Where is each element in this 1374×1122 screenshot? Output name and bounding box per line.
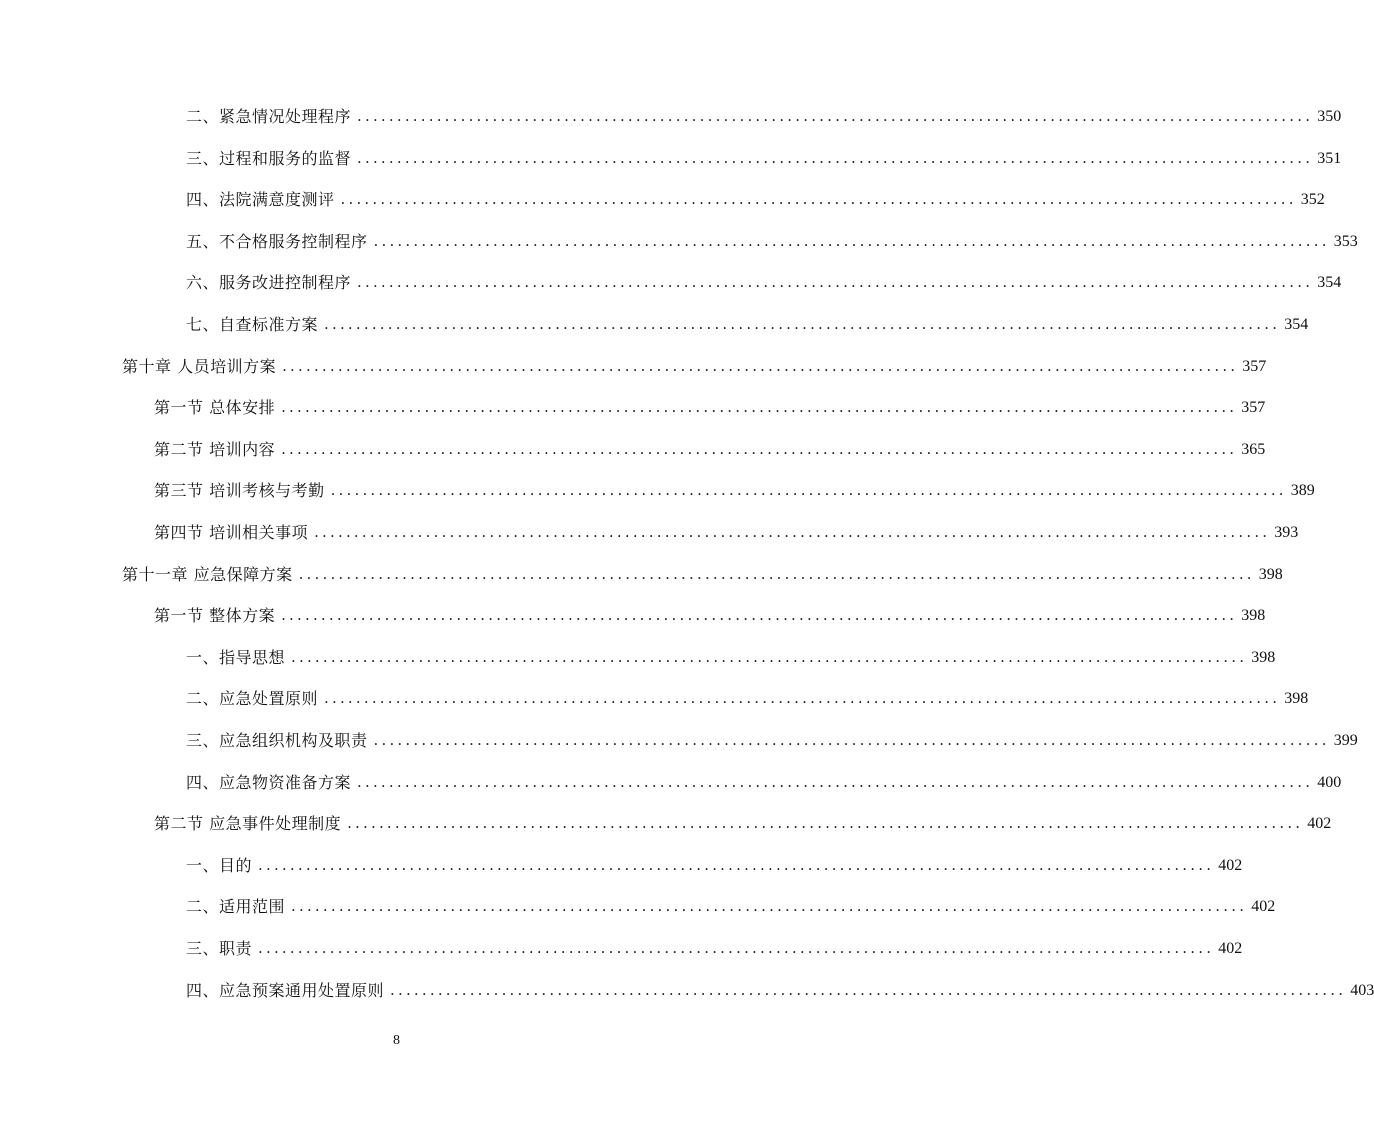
toc-entry-page: 393 [1274,524,1299,541]
dot-leader: ........................................................................................................................ [330,481,1287,499]
toc-entry-title: 二、适用范围 [186,897,286,916]
toc-entry-section[interactable] [154,387,1266,428]
dot-leader: ........................................................................................................................ [281,398,1238,416]
toc-entry-page: 353 [1333,233,1358,250]
toc-entry-page: 398 [1284,690,1309,707]
dot-leader: ........................................................................................................................ [324,315,1281,333]
toc-entry-item[interactable] [186,886,1276,927]
toc-entry-item[interactable] [186,637,1276,678]
toc-entry-title: 六、服务改进控制程序 [186,273,352,292]
toc-entry-item[interactable] [186,179,1325,220]
toc-entry-page: 402 [1307,815,1332,832]
dot-leader: ........................................................................................................................ [357,273,1314,291]
dot-leader: ........................................................................................................................ [390,981,1347,999]
toc-entry-title: 二、应急处置原则 [186,689,319,708]
toc-entry-item[interactable] [186,304,1309,345]
dot-leader: ........................................................................................................................ [281,440,1238,458]
toc-entry-page: 352 [1300,191,1325,208]
dot-leader: ........................................................................................................................ [281,606,1238,624]
dot-leader: ........................................................................................................................ [357,149,1314,167]
toc-entry-title: 五、不合格服务控制程序 [186,232,368,251]
toc-entry-title: 一、指导思想 [186,648,286,667]
toc-entry-title: 第十章 人员培训方案 [122,357,277,376]
toc-entry-item[interactable] [186,762,1342,803]
dot-leader: ........................................................................................................................ [357,773,1314,791]
toc-entry-page: 351 [1317,150,1342,167]
toc-entry-title: 第十一章 应急保障方案 [122,565,293,584]
page-number: 8 [393,1033,400,1048]
dot-leader: ........................................................................................................................ [258,939,1215,957]
toc-entry-page: 389 [1290,482,1315,499]
dot-leader: ........................................................................................................................ [347,814,1304,832]
dot-leader: ........................................................................................................................ [373,731,1330,749]
dot-leader: ........................................................................................................................ [340,190,1297,208]
toc-entry-title: 第二节 培训内容 [154,440,276,459]
toc-entry-title: 二、紧急情况处理程序 [186,107,352,126]
toc-entry-page: 398 [1258,566,1283,583]
toc-entry-title: 三、职责 [186,939,253,958]
toc-entry-item[interactable] [186,845,1243,886]
toc-entry-page: 357 [1242,358,1267,375]
toc-entry-page: 399 [1333,732,1358,749]
toc-entry-title: 第一节 整体方案 [154,606,276,625]
toc-entry-page: 402 [1218,940,1243,957]
dot-leader: ........................................................................................................................ [314,523,1271,541]
toc-entry-section[interactable] [154,512,1299,553]
toc-entry-section[interactable] [154,595,1266,636]
dot-leader: ........................................................................................................................ [258,856,1215,874]
toc-entry-section[interactable] [154,429,1266,470]
dot-leader: ........................................................................................................................ [324,689,1281,707]
toc-entry-title: 第二节 应急事件处理制度 [154,814,342,833]
toc-entry-section[interactable] [154,470,1315,511]
toc-entry-title: 第四节 培训相关事项 [154,523,309,542]
toc-entry-title: 三、应急组织机构及职责 [186,731,368,750]
toc-entry-chapter[interactable] [122,346,1267,387]
dot-leader: ........................................................................................................................ [282,357,1239,375]
toc-entry-item[interactable] [186,262,1342,303]
toc-entry-page: 402 [1218,857,1243,874]
toc-entry-page: 403 [1350,982,1374,999]
toc-entry-title: 四、法院满意度测评 [186,190,335,209]
toc-entry-chapter[interactable] [122,554,1283,595]
toc-entry-title: 七、自查标准方案 [186,315,319,334]
toc-entry-page: 402 [1251,898,1276,915]
toc-entry-item[interactable] [186,928,1243,969]
toc-entry-page: 400 [1317,774,1342,791]
toc-entry-item[interactable] [186,970,1374,1011]
toc-entry-item[interactable] [186,138,1342,179]
dot-leader: ........................................................................................................................ [298,565,1255,583]
toc-entry-title: 四、应急预案通用处置原则 [186,981,385,1000]
toc-entry-section[interactable] [154,803,1332,844]
toc-entry-page: 398 [1241,607,1266,624]
toc-entry-page: 398 [1251,649,1276,666]
dot-leader: ........................................................................................................................ [357,107,1314,125]
toc-entry-item[interactable] [186,96,1342,137]
toc-entry-title: 第三节 培训考核与考勤 [154,481,325,500]
dot-leader: ........................................................................................................................ [373,232,1330,250]
toc-entry-item[interactable] [186,221,1358,262]
dot-leader: ........................................................................................................................ [291,897,1248,915]
toc-entry-page: 350 [1317,108,1342,125]
toc-entry-item[interactable] [186,678,1309,719]
toc-entry-page: 354 [1284,316,1309,333]
toc-entry-title: 三、过程和服务的监督 [186,149,352,168]
toc-entry-title: 一、目的 [186,856,253,875]
toc-entry-page: 354 [1317,274,1342,291]
toc-entry-item[interactable] [186,720,1358,761]
toc-entry-page: 357 [1241,399,1266,416]
toc-entry-title: 第一节 总体安排 [154,398,276,417]
dot-leader: ........................................................................................................................ [291,648,1248,666]
toc-entry-page: 365 [1241,441,1266,458]
toc-entry-title: 四、应急物资准备方案 [186,773,352,792]
